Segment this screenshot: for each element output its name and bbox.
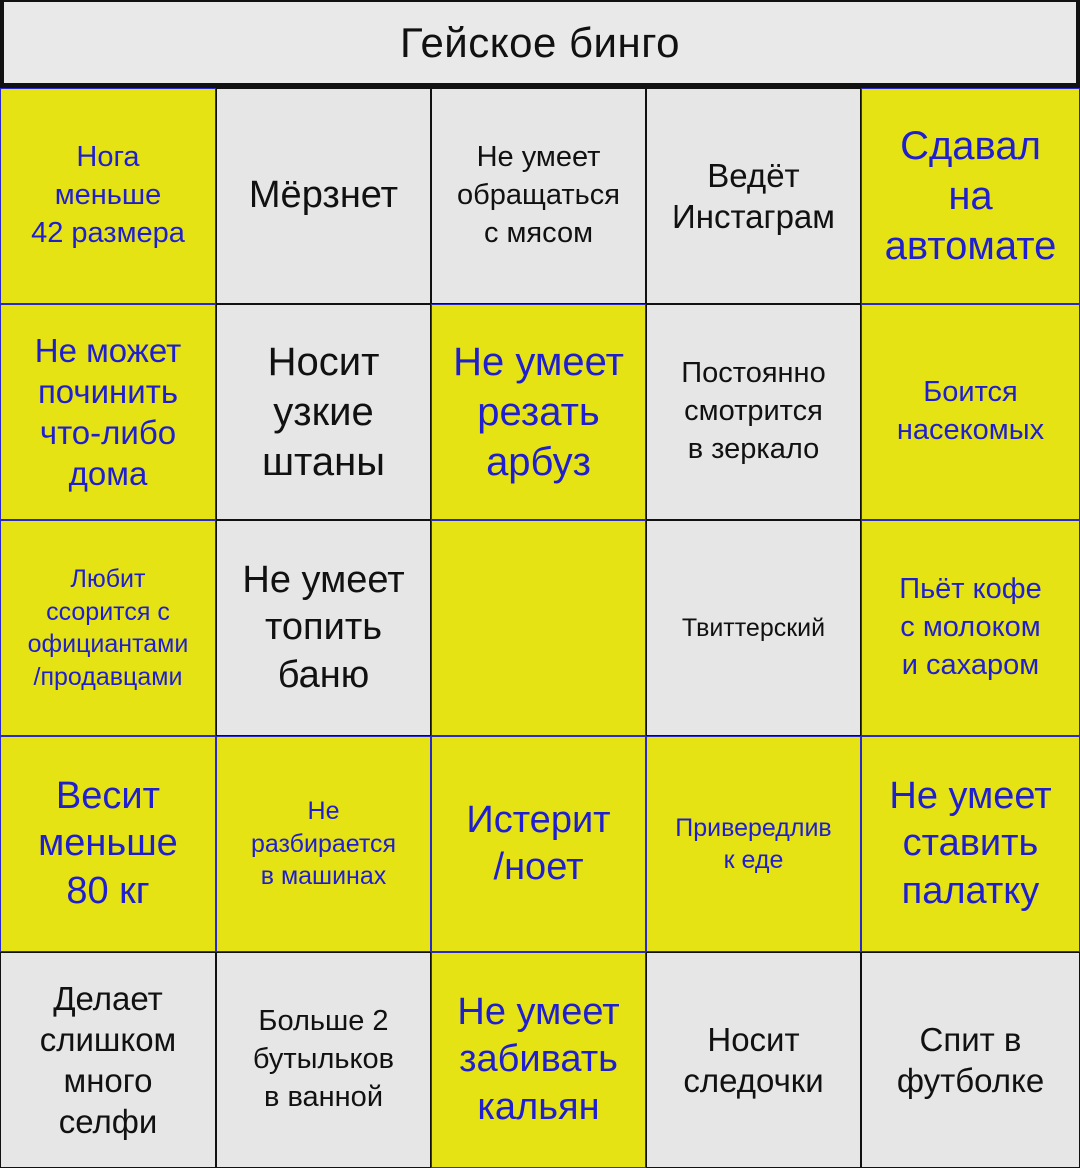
- bingo-cell[interactable]: [431, 520, 646, 736]
- bingo-cell[interactable]: Весит меньше 80 кг: [0, 736, 216, 952]
- bingo-cell[interactable]: Спит в футболке: [861, 952, 1080, 1168]
- bingo-cell[interactable]: Не умеет забивать кальян: [431, 952, 646, 1168]
- bingo-title: Гейское бинго: [0, 0, 1080, 88]
- bingo-cell[interactable]: Истерит /ноет: [431, 736, 646, 952]
- bingo-cell[interactable]: Мёрзнет: [216, 88, 431, 304]
- bingo-cell[interactable]: Не умеет обращаться с мясом: [431, 88, 646, 304]
- bingo-cell[interactable]: Не умеет топить баню: [216, 520, 431, 736]
- bingo-cell[interactable]: Не умеет резать арбуз: [431, 304, 646, 520]
- bingo-cell[interactable]: Боится насекомых: [861, 304, 1080, 520]
- bingo-cell[interactable]: Не разбирается в машинах: [216, 736, 431, 952]
- bingo-cell[interactable]: Привередлив к еде: [646, 736, 861, 952]
- bingo-cell[interactable]: Нога меньше 42 размера: [0, 88, 216, 304]
- bingo-cell[interactable]: Ведёт Инстаграм: [646, 88, 861, 304]
- bingo-cell[interactable]: Сдавал на автомате: [861, 88, 1080, 304]
- bingo-cell[interactable]: Любит ссорится с официантами /продавцами: [0, 520, 216, 736]
- bingo-cell[interactable]: Твиттерский: [646, 520, 861, 736]
- bingo-grid: [0, 88, 1080, 1168]
- bingo-cell[interactable]: Больше 2 бутыльков в ванной: [216, 952, 431, 1168]
- bingo-cell[interactable]: Не умеет ставить палатку: [861, 736, 1080, 952]
- bingo-cell[interactable]: Постоянно смотрится в зеркало: [646, 304, 861, 520]
- bingo-cell[interactable]: Делает слишком много селфи: [0, 952, 216, 1168]
- bingo-cell[interactable]: Пьёт кофе с молоком и сахаром: [861, 520, 1080, 736]
- bingo-cell[interactable]: Не может починить что-либо дома: [0, 304, 216, 520]
- bingo-cell[interactable]: Носит следочки: [646, 952, 861, 1168]
- bingo-cell[interactable]: Носит узкие штаны: [216, 304, 431, 520]
